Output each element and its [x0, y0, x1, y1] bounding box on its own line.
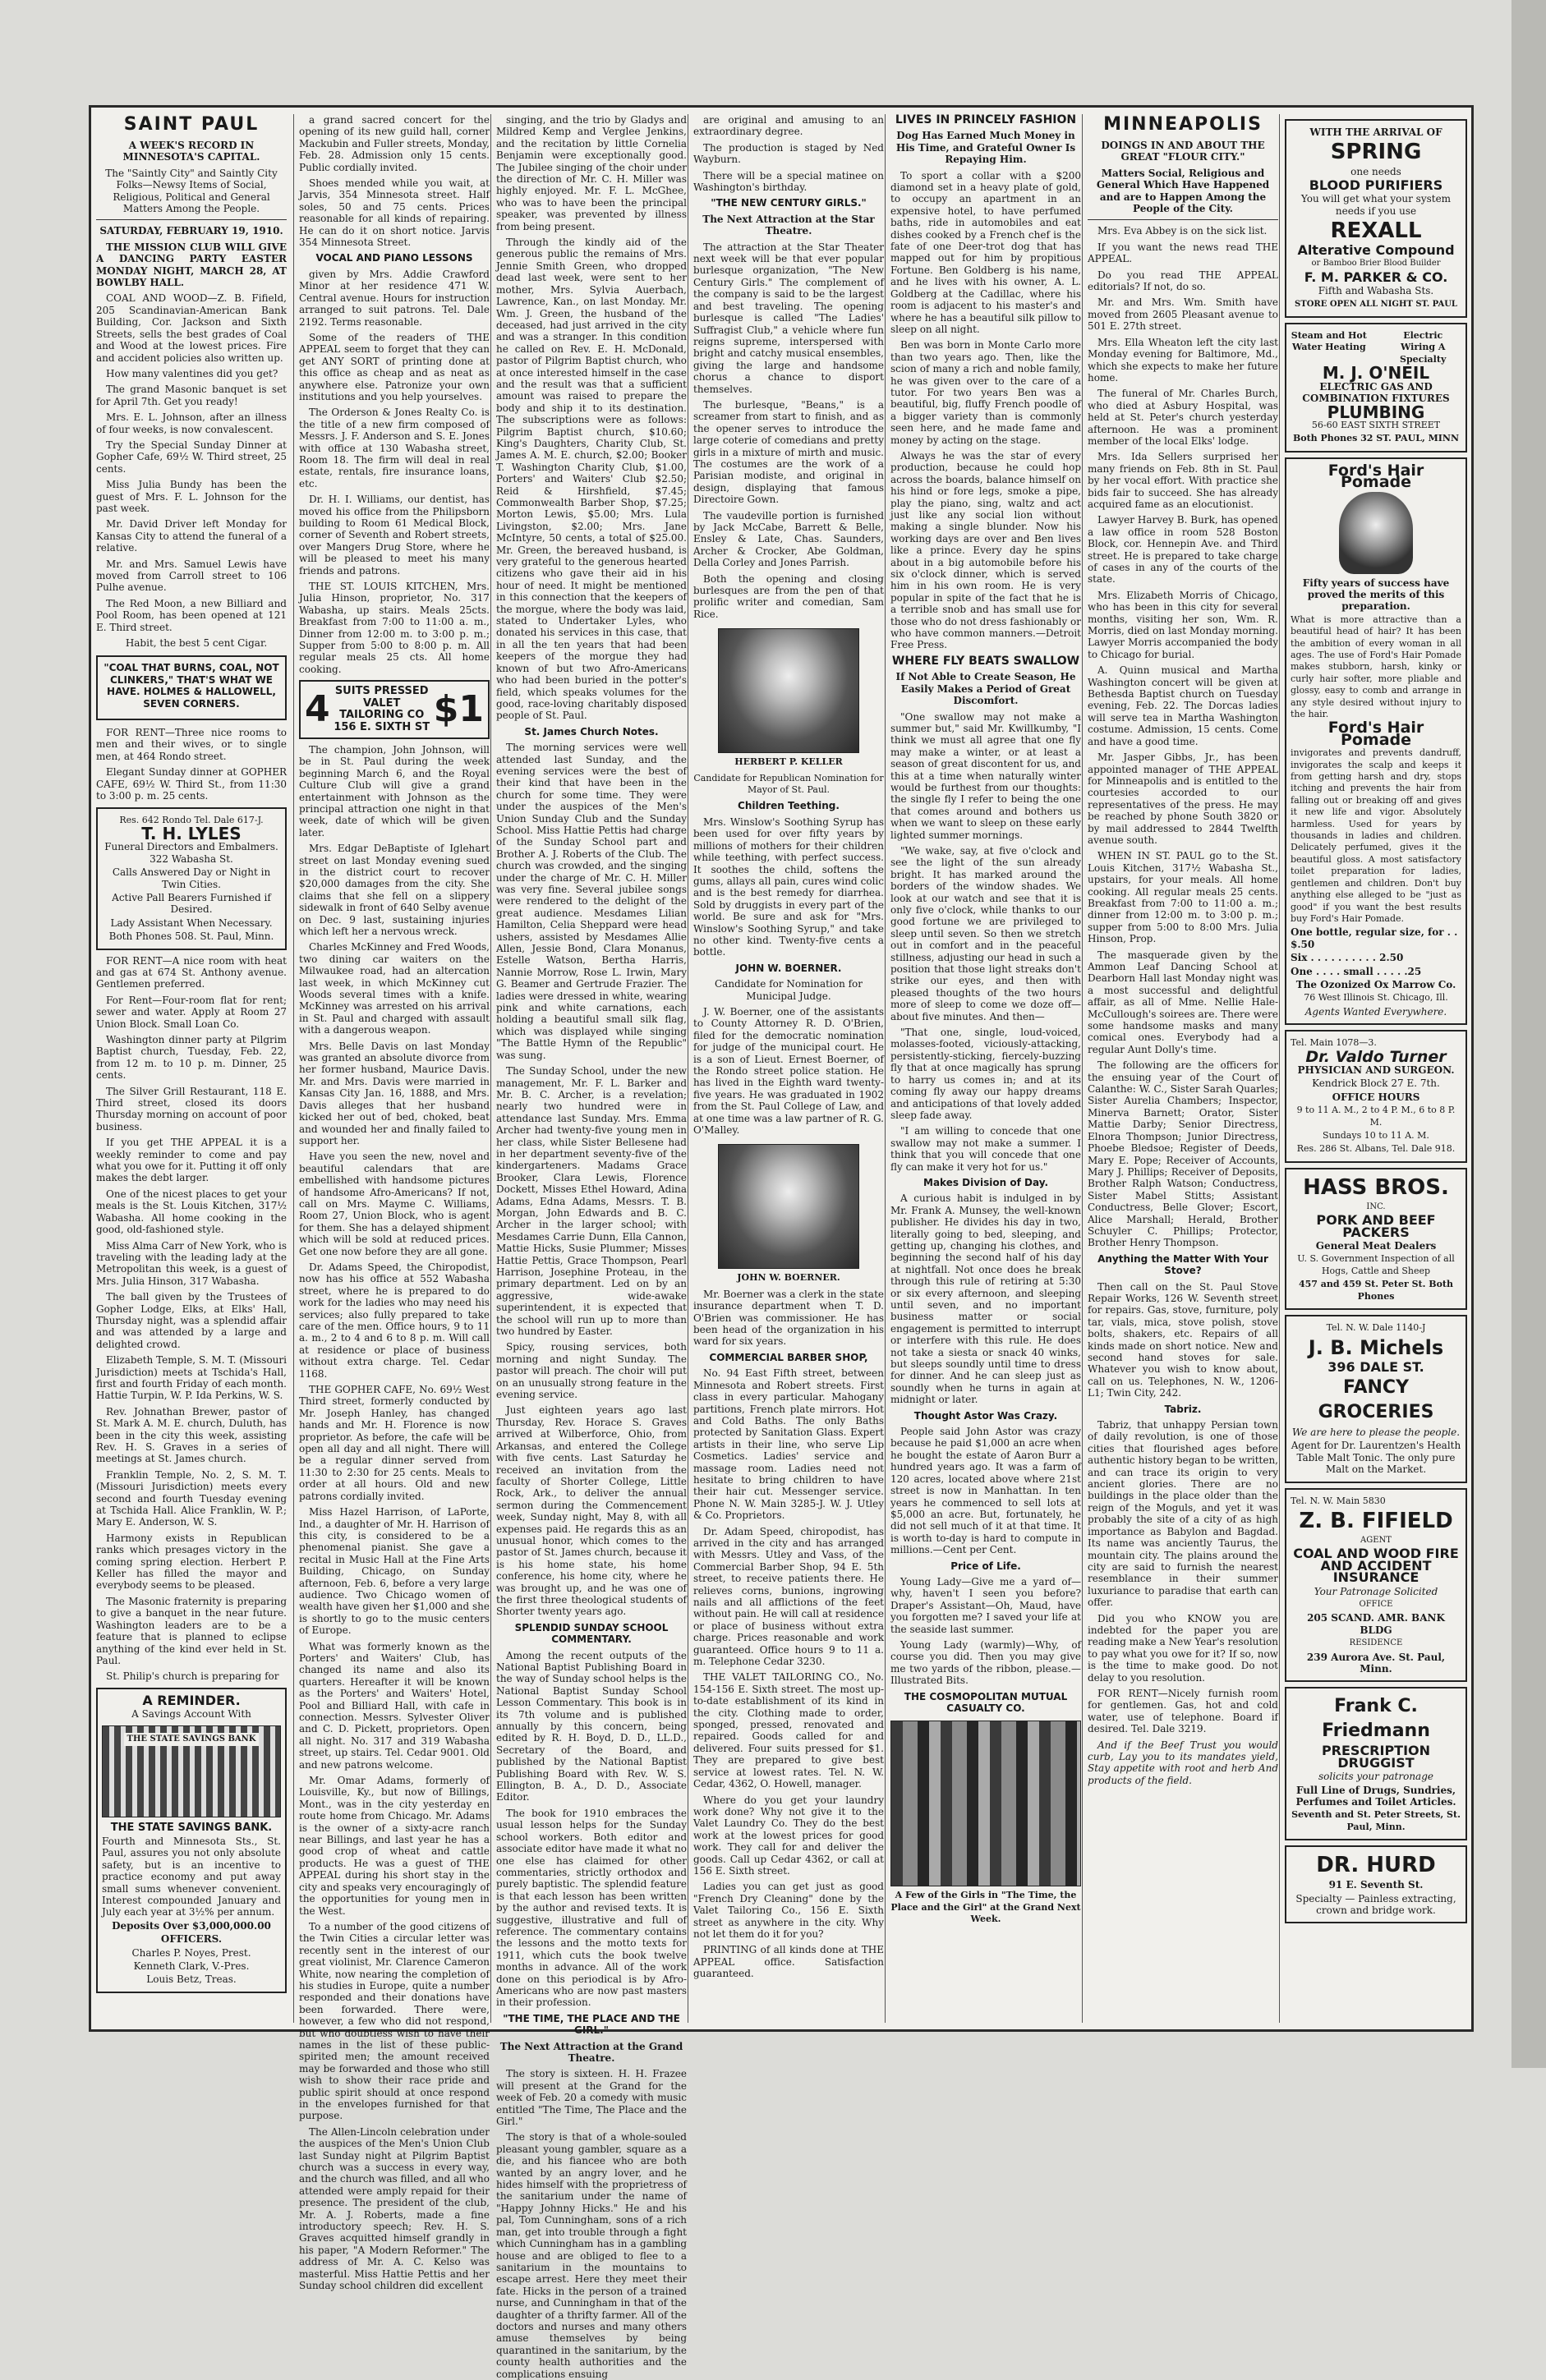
- news-item: "That one, single, loud-voiced, molasses-footed, viciously-attacking, persistently-sticking, fiercely-buzzing fly that at once magically has sprung to harry us comes in; and at its coming fly away our happy dreams and anticipations of that lovely added sleep fade away.: [890, 1027, 1081, 1121]
- news-item: Both the opening and closing burlesques are from the pen of that prolific writer and comedian, Sam Rice.: [693, 572, 884, 620]
- coal-ad-text: "COAL THAT BURNS, COAL, NOT CLINKERS," THAT'S WHAT WE HAVE. HOLMES & HALLOWELL, SEVEN CORNERS.: [104, 662, 279, 710]
- section-intro: Matters Social, Religious and General Which Have Happened and are to Happen Among the People of the City.: [1096, 167, 1270, 215]
- hass-line: General Meat Dealers: [1315, 1240, 1437, 1252]
- news-item: THE MISSION CLUB WILL GIVE A DANCING PARTY EASTER MONDAY NIGHT, MARCH 28, AT BOWLBY HALL.: [96, 241, 287, 289]
- column-2: [293, 114, 490, 2292]
- news-item: Some of the readers of THE APPEAL seem to forget that they can get ANY SORT of printing done at this office as cheap and as neat as anywhere else. Patronize your own institutions and you help yourselves.: [299, 331, 490, 402]
- news-item: St. Philip's church is preparing for: [106, 1670, 279, 1683]
- news-item: Mr. and Mrs. Wm. Smith have moved from 2605 Pleasant avenue to 501 E. 27th street.: [1088, 296, 1278, 333]
- item-subhead: Dog Has Earned Much Money in His Time, and Grateful Owner Is Repaying Him.: [895, 130, 1076, 166]
- news-item: "We wake, say, at five o'clock and see the light of the sun already bright. It has marked around the borders of the window shades. We look at our watch and see that it is only five o'clock, while thanks to our good fortune we are privileged to sleep until seven. So then we stretch out in comfort and in the peaceful stillness, adjusting our head in such a position that those light streaks don't strike our eyes, and then with pleased thoughts of the two hours more of sleep to come we doze off—about five minutes. And then—: [890, 844, 1081, 1022]
- michels-name: J. B. Michels: [1308, 1336, 1444, 1360]
- lyles-name: T. H. LYLES: [141, 823, 242, 843]
- news-item: The grand Masonic banquet is set for April 7th. Get you ready!: [96, 384, 287, 407]
- friedmann-line: Full Line of Drugs, Sundries, Perfumes and Toilet Articles.: [1295, 1784, 1456, 1808]
- news-item: Where do you get your laundry work done? Why not give it to the Valet Laundry Co. They do the best work at the lowest prices for good work. They call for and deliver the goods. Call up Cedar 4362, or call at 156 E. Sixth street.: [693, 1794, 884, 1877]
- ford-line: 76 West Illinois St. Chicago, Ill.: [1304, 992, 1448, 1004]
- item-subhead: The Next Attraction at the Star Theatre.: [702, 213, 875, 237]
- news-item: Ladies you can get just as good "French Dry Cleaning" done by the Valet Tailoring Co., 156 E. Sixth street as anywhere in the city. Why not let them do it for you?: [693, 1881, 884, 1940]
- news-item: Through the kindly aid of the generous public the remains of Mrs. Jennie Smith Green, who dropped dead last week, were sent to her mother, Mrs. Sylvia Auerbach, Lawrence, Kan., on last Monday. Mr. Wm. J. Green, the husband of the deceased, had just arrived in the city and was a stranger. In this condition he called on Rev. E. H. McDonald, pastor of Pilgrim Baptist church, who at once interested himself in the case and the result was that a sufficient amount was raised to prepare the body and ship it to its destination. The subscriptions were as follows: Pilgrim Baptist church, $10.60; King's Daughters, Charity Club, St. James A. M. E. church, $2.00; Booker T. Washington Charity Club, $1.00, Porters' and Waiters' Club $2.50; Reid & Hirshfield, $7.45; Commonwealth Barber Shop, $7.25; Morton Lewis, $5.00; Mrs. Lula Livingston, $2.00; Mrs. Jane McIntyre, 50 cents, a total of $25.00. Mr. Green, the bereaved husband, is very grateful to the generous hearted citizens who gave their aid in his hour of need. It might be mentioned in this connection that the keepers of the morgue, where the body was laid, stated to Undertaker Lyles, who donated his services in this case, that in all the ten years that had been keepers of the morgue they had known of but two Afro-Americans who had been buried in the potter's field, which speaks volumes for the good, race-loving charitably disposed people of St. Paul.: [496, 237, 687, 722]
- news-item: Mrs. Belle Davis on last Monday was granted an absolute divorce from her former husband, Maurice Davis. Mr. and Mrs. Davis were married in Kansas City Jan. 16, 1888, and Mrs. Davis alleges that her husband kicked her out of bed, choked, beat and wounded her and finally failed to support her.: [299, 1040, 490, 1146]
- news-item: Tabriz, that unhappy Persian town of daily revolution, is one of those cities that flourished ages before authentic history began to be written, and can trace its origin to very ancient glories. There are no buildings in the place older than the reign of the Moguls, and yet it was probably the site of a city of as high importance as Babylon and Bagdad. Its name was anciently Taurus, the mountain city. The plains around the city are said to furnish the nearest resemblance in their summer luxuriance to paradise that earth can offer.: [1088, 1419, 1278, 1609]
- rexall-line: Alterative Compound: [1297, 242, 1455, 259]
- fifield-line: Your Patronage Solicited: [1314, 1585, 1438, 1597]
- item-heading: "THE NEW CENTURY GIRLS.": [711, 197, 867, 209]
- michels-line: Agent for Dr. Laurentzen's Health Table Malt Tonic. The only pure Malt on the Market.: [1291, 1440, 1461, 1476]
- news-item: The Silver Grill Restaurant, 118 E. Third street, closed its doors Thursday morning on account of poor business.: [96, 1085, 287, 1133]
- item-subhead: Candidate for Nomination for Municipal Judge.: [714, 978, 863, 1002]
- news-item: Young Lady (warmly)—Why, of course you did. Then you may give me two yards of the ribbon, please.—Illustrated Bits.: [890, 1638, 1081, 1687]
- news-item: Spicy, rousing services, both morning and night Sunday. The pastor will preach. The choir will put on an unusually strong feature in the evening service.: [496, 1341, 687, 1401]
- news-item: Miss Julia Bundy has been the guest of Mrs. F. L. Johnson for the past week.: [96, 479, 287, 514]
- news-item: Dr. H. I. Williams, our dentist, has moved his office from the Philipsborn building to Room 61 Medical Block, corner of Seventh and Robert streets, over Mangers Drug Store, where he will be pleased to meet his many friends and patrons.: [299, 494, 490, 577]
- news-item: The burlesque, "Beans," is a screamer from start to finish, and as the opener serves to introduce the large coterie of comedians and pretty girls in a mixture of mirth and music. The costumes are the work of a Parisian modiste, and original in design, displaying that famous Directoire Gown.: [693, 398, 884, 506]
- bank-name: THE STATE SAVINGS BANK.: [110, 1821, 273, 1834]
- item-heading: SPLENDID SUNDAY SCHOOL COMMENTARY.: [514, 1621, 669, 1646]
- news-item: "I am willing to concede that one swallow may not make a summer. I think that you will concede that one fly can make it very hot for us.": [890, 1125, 1081, 1173]
- divider: [1088, 219, 1278, 220]
- news-item: Young Lady—Give me a yard of—why, haven't I seen you before? Draper's Assistant—Oh, Maud, have you forgotten me? I saved your life at the seaside last summer.: [890, 1575, 1081, 1635]
- lyles-funeral-ad: [96, 807, 287, 950]
- rexall-line: F. M. PARKER & CO.: [1304, 269, 1448, 285]
- suits-pressed: SUITS PRESSED: [334, 685, 429, 698]
- news-item: To sport a collar with a $200 diamond set in a heavy plate of gold, to occupy an apartment in an expensive hotel, to have perfumed baths, ride in automobiles and eat dishes cooked by a French chef is the fate of one Deer-trot dog that has mapped out for him by propitious Fortune. Ben Goldberg is his name, and he lives with his owner, A. L. Goldberg at the Cadillac, where his room is adjacent to his master's and where he has a beautiful silk pillow to sleep on all night.: [890, 169, 1081, 335]
- fifield-name: Z. B. FIFIELD: [1299, 1508, 1453, 1533]
- news-item: The champion, John Johnson, will be in St. Paul during the week beginning March 6, and the Royal Culture Club will give a grand entertainment with Johnson as the principal attraction one night in that week, date of which will be given later.: [299, 743, 490, 839]
- ford-title: Ford's Hair Pomade: [1327, 719, 1424, 749]
- news-item: The attraction at the Star Theater next week will be that ever popular burlesque organization, "The New Century Girls." The complement of the company is said to be the largest and best traveling. The opening burlesque is called "The Ladies' Suffragist Club," a vehicle where fun reigns supreme, interspersed with bright and catchy musical ensembles, giving the large and handsome chorus a chance to disport themselves.: [693, 241, 884, 395]
- news-item: The story is sixteen. H. H. Frazee will present at the Grand for the week of Feb. 20 a comedy with music entitled "The Time, The Place and the Girl.": [496, 2068, 687, 2128]
- news-item: The Masonic fraternity is preparing to give a banquet in the near future. Washington leaders are to be a feature that is planned to eclipse anything of the kind ever held in St. Paul.: [96, 1595, 287, 1666]
- turner-line: Kendrick Block 27 E. 7th.: [1312, 1077, 1440, 1090]
- lyles-phone: Res. 642 Rondo Tel. Dale 617-J.: [119, 814, 264, 825]
- news-item: Habit, the best 5 cent Cigar.: [125, 637, 268, 650]
- news-item: WHEN IN ST. PAUL go to the St. Louis Kitchen, 317½ Wabasha St., upstairs, for your meals. All home cooking. All regular meals 25 cents. Breakfast from 7:00 to 11:00 a. m.; dinner from 12:00 m. to 3:00 p. m.; supper from 5:00 to 8:00 Mrs. Julia Hinson, Prop.: [1088, 850, 1278, 945]
- fifield-line: COAL AND WOOD FIRE AND ACCIDENT INSURANCE: [1293, 1546, 1459, 1586]
- news-item: Always he was the star of every production, because he could hop across the boards, balance himself on his hind or fore legs, smoke a pipe, play the piano, sing, waltz and act just like any social lion without making a single blunder. Now his working days are over and Ben lives like a prince. Every day he spins about in a big automobile before his six o'clock dinner, which is served him in his own room. He is very popular in spite of the fact that he is a terrible snob and has small use for those who do not dress fashionably or who have common manners.—Detroit Free Press.: [890, 449, 1081, 651]
- news-item: And if the Beef Trust you would curb, Lay you to its mandates yield, Stay appetite with root and herb And products of the field.: [1088, 1739, 1278, 1786]
- bank-deposits: Deposits Over $3,000,000.00: [112, 1919, 271, 1932]
- news-item: Mrs. Elizabeth Morris of Chicago, who has been in this city for several months, visiting her son, Wm. R. Morris, died on last Monday morning. Lawyer Morris accompanied the body to Chicago for burial.: [1088, 589, 1278, 660]
- page-edge-shadow: [1511, 0, 1546, 2068]
- bank-officer: Kenneth Clark, V.-Pres.: [133, 1960, 250, 1972]
- news-item: Mr. Jasper Gibbs, Jr., has been appointed manager of THE APPEAL for Minneapolis and is entitled to the courtesies accorded to our representatives of the press. He may be reached by phone South 3820 or by mail addressed to 2844 Twelfth avenue south.: [1088, 751, 1278, 846]
- turner-line: Sundays 10 to 11 A. M.: [1323, 1130, 1429, 1141]
- news-item: Then call on the St. Paul Stove Repair Works, 126 W. Seventh street for repairs. Gas, stove, furniture, poly tar, vials, mica, stove polish, stove bolts, shakers, etc. Repairs of all kinds made on short notice. New and second hand stoves for sale. Whatever you wish to know about, call on us. Telephones, N. W., 1206-L1; Twin City, 242.: [1088, 1280, 1278, 1399]
- rexall-brand: REXALL: [1330, 218, 1422, 244]
- news-item: Miss Alma Carr of New York, who is traveling with the leading lady at the Metropolitan this week, is a guest of Mrs. Julia Hinson, 317 Wabasha.: [96, 1239, 287, 1287]
- news-item: People said John Astor was crazy because he paid $1,000 an acre when he bought the estate of Aaron Burr a hundred years ago. It was a farm of 120 acres, located above where 21st street is now in Manhattan. In ten years he commenced to sell lots at $5,000 an acre. But, fortunately, he did not sell much of it at that time. It is worth to-day is hard to compute in millions.—Cent per Cent.: [890, 1426, 1081, 1556]
- item-heading: Thought Astor Was Crazy.: [913, 1409, 1058, 1422]
- friedmann-line: PRESCRIPTION DRUGGIST: [1321, 1743, 1431, 1771]
- valet-tailoring-ad: [299, 680, 490, 739]
- suits-price: $1: [433, 688, 484, 731]
- item-heading: Anything the Matter With Your Stove?: [1097, 1252, 1268, 1277]
- news-item: The Red Moon, a new Billiard and Pool Room, has been opened at 121 E. Third street.: [96, 597, 287, 633]
- news-item: THE VALET TAILORING CO., No. 154-156 E. Sixth street. The most up-to-date establishment of its kind in the city. Clothing made to order, sponged, pressed, renovated and repaired. Goods called for and delivered. Four suits pressed for $1. They are prepared to give best service at lowest rates. Tel. N. W. Cedar, 4362, O. Howell, manager.: [693, 1671, 884, 1790]
- news-item: A curious habit is indulged in by Mr. Frank A. Munsey, the well-known publisher. He divides his day in two, literally going to bed, sleeping, and getting up, changing his clothes, and beginning the second half of his day at nightfall. Not once does he break through this rule of retiring at 5:30 or six every afternoon, and sleeping until seven, and no important business matter or social engagement is permitted to interrupt or interfere with this rule. He does not take a siesta or snack 40 winks, but sleeps soundly until time to dress for dinner. And he can sleep just as soundly when he turns in again at midnight or later.: [890, 1192, 1081, 1406]
- news-item: Among the recent outputs of the National Baptist Publishing Board in the way of Sunday school helps is the National Baptist Sunday School Lesson Commentary. This book is in its 7th volume and is published annually by this concern, being edited by R. H. Boyd, D. D., LL.D., Secretary of the Board, and published by the National Baptist Publishing Board with Rev. W. S. Ellington, B. A., D. D., Associate Editor.: [496, 1649, 687, 1803]
- news-item: Charles McKinney and Fred Woods, two dining car waiters on the Milwaukee road, had an altercation last week, in which McKinney cut Woods several times with a knife. McKinney was arrested on his arrival in St. Paul and charged with assault with a dangerous weapon.: [299, 941, 490, 1036]
- oneil-line: PLUMBING: [1327, 402, 1425, 422]
- coal-ad: [96, 655, 287, 720]
- item-heading: COMMERCIAL BARBER SHOP,: [709, 1351, 868, 1363]
- oneil-name: M. J. O'NEIL: [1322, 363, 1430, 384]
- news-item: If you want the news read THE APPEAL.: [1088, 241, 1278, 265]
- news-item: THE ST. LOUIS KITCHEN, Mrs. Julia Hinson, proprietor, No. 317 Wabasha, up stairs. Meals 25cts. Breakfast from 7:00 to 11:00 a. m., Dinner from 12:00 m. to 3:00 p. m.; Supper from 5:00 to 8:00 p. m. All regular meals 25 cts. All home cooking.: [299, 581, 490, 675]
- turner-name: Dr. Valdo Turner: [1305, 1047, 1447, 1066]
- bank-text: Fourth and Minnesota Sts., St. Paul, assures you not only absolute safety, but is an incentive to practice economy and put away small sums whenever convenient. Interest compounded January and July each year at 3½% per annum.: [102, 1835, 281, 1918]
- news-item: Did you who KNOW you are indebted for the paper you are reading make a New Year's resolution to pay what you owe for it? If so, now is the time to make good. Do not delay to you resolution.: [1088, 1612, 1278, 1684]
- news-item: THE GOPHER CAFE, No. 69½ West Third street, formerly conducted by Mr. Joseph Hanley, has changed hands and Mr. H. Florence is now proprietor. As before, the cafe will be open all day and all night. There will be a regular dinner served from 11:30 to 2:30 for 25 cents. Meals to order at all hours. Old and new patrons cordially invited.: [299, 1384, 490, 1502]
- bank-ad-heading: A REMINDER.: [142, 1692, 241, 1708]
- oneil-line: 56-60 EAST SIXTH STREET: [1311, 419, 1441, 430]
- news-item: The Orderson & Jones Realty Co. is the title of a new firm composed of Messrs. J. F. Anderson and S. E. Jones with office at 130 Wabasha street, Room 18. The firm will deal in real estate, rentals, fire insurance loans, etc.: [299, 407, 490, 489]
- rexall-line: WITH THE ARRIVAL OF: [1309, 126, 1442, 138]
- rexall-line: or Bamboo Brier Blood Builder: [1311, 259, 1441, 269]
- news-item: The book for 1910 embraces the usual lesson helps for the Sunday school workers. Both editor and associate editor have made it what no one else has claimed for other commentaries, strictly orthodox and purely baptistic. The splendid feature is that each lesson has been written by the author and revised texts. It is suggestive, illustrative and full of reference. The commentary contains the lessons and the motto texts for 1911, which cuts the book twelve months in advance. All of the work done on this periodical is by Afro-Americans who are now past masters in their profession.: [496, 1807, 687, 2009]
- news-item: Just eighteen years ago last Thursday, Rev. Horace S. Graves arrived at Wilberforce, Ohio, from Arkansas, and entered the College with five cents. Last Saturday he received an invitation from the faculty of Shorter College, Little Rock, Ark., to deliver the annual sermon during the Commencement week, Sunday night, May 8, with all expenses paid. He regards this as an unusual honor, which comes to the pastor of St. James church, because it is his home state, his home conference, his home city, where he was brought up, and he was one of the first three theological students of Shorter twenty years ago.: [496, 1404, 687, 1618]
- section-intro: The "Saintly City" and Saintly City Folks—Newsy Items of Social, Religious, Political and General Matters Among the People.: [105, 167, 278, 215]
- bank-sign: THE STATE SAVINGS BANK: [124, 1733, 260, 1746]
- suits-count: 4: [305, 688, 330, 731]
- photo-caption: HERBERT P. KELLER: [734, 756, 843, 768]
- oneil-line: Steam and Hot Water Heating: [1291, 330, 1367, 353]
- hass-line: 457 and 459 St. Peter St. Both Phones: [1299, 1279, 1453, 1302]
- ford-line: The Ozonized Ox Marrow Co.: [1295, 978, 1456, 990]
- news-item: No. 94 East Fifth street, between Minnesota and Robert streets. First class in every particular. Mahogany partitions, French plate mirrors. Hot and Cold Baths. The only Baths protected by Sanitation Glass. Expert artists in their line, who serve Lip Cosmetics. Ladies' service and massage room. Ladies need not hesitate to bring children to have their hair cut. Messenger service. Phone N. W. Main 3285-J. W. J. Utley & Co. Proprietors.: [693, 1367, 884, 1522]
- portrait-keller: [718, 628, 859, 753]
- turner-line: Res. 286 St. Albans, Tel. Dale 918.: [1296, 1143, 1456, 1155]
- hass-line: PORK AND BEEF PACKERS: [1316, 1212, 1436, 1240]
- valet-name: VALET TAILORING CO: [339, 696, 425, 722]
- news-item: There will be a special matinee on Washington's birthday.: [693, 169, 884, 194]
- rexall-ad: [1285, 119, 1467, 318]
- news-item: Rev. Johnathan Brewer, pastor of St. Mark A. M. E. church, Duluth, has been in the city this week, assisting Rev. H. S. Graves in a series of meetings at St. James church.: [96, 1405, 287, 1465]
- chorus-girls-photo: [890, 1721, 1081, 1886]
- friedmann-druggist-ad: [1285, 1687, 1467, 1840]
- news-item: How many valentines did you get?: [106, 367, 278, 379]
- fifield-line: AGENT: [1360, 1535, 1392, 1545]
- rexall-line: BLOOD PURIFIERS: [1309, 177, 1443, 193]
- news-item: Elizabeth Temple, S. M. T. (Missouri Jurisdiction) meets at Tschida's Hall, first and fourth Friday of each month. Hattie Turpin, W. P. Ida Perkins, W. S.: [96, 1354, 287, 1402]
- state-savings-bank-ad: [96, 1688, 287, 1993]
- news-item: Franklin Temple, No. 2, S. M. T. (Missouri Jurisdiction) meets every second and fourth Tuesday evening at Tschida Hall. Alice Franklin, W. P.; Mary E. Anderson, W. S.: [96, 1468, 287, 1528]
- news-item: Try the Special Sunday Dinner at Gopher Cafe, 69½ W. Third street, 25 cents.: [96, 439, 287, 475]
- section-heading: MINNEAPOLIS: [1103, 114, 1263, 135]
- news-item: a grand sacred concert for the opening of its new guild hall, corner Mackubin and Fuller streets, Monday, Feb. 28. Admission only 15 cents. Public cordially invited.: [299, 114, 490, 173]
- news-item: Mrs. Ida Sellers surprised her many friends on Feb. 8th in St. Paul by her vocal effort. With practice she bids fair to succeed. She has already acquired fame as an elocutionist.: [1088, 451, 1278, 510]
- friedmann-line: Seventh and St. Peter Streets, St. Paul, Minn.: [1291, 1809, 1461, 1832]
- news-item: Washington dinner party at Pilgrim Baptist church, Tuesday, Feb. 22, from 12 m. to 10 p. m. Dinner, 25 cents.: [96, 1034, 287, 1082]
- news-item: Mrs. E. L. Johnson, after an illness of four weeks, is now convalescent.: [96, 411, 287, 435]
- ford-line: Agents Wanted Everywhere.: [1304, 1005, 1447, 1018]
- item-subhead: If Not Able to Create Season, He Easily Makes a Period of Great Discomfort.: [895, 671, 1076, 707]
- news-item: The production is staged by Ned Wayburn.: [693, 141, 884, 166]
- turner-line: Tel. Main 1078—3.: [1291, 1037, 1377, 1049]
- news-item: Mrs. Eva Abbey is on the sick list.: [1097, 225, 1268, 237]
- item-heading: Tabriz.: [1164, 1403, 1202, 1415]
- news-item: For Rent—Four-room flat for rent; sewer and water. Apply at Room 27 Union Block. Small Loan Co.: [96, 994, 287, 1030]
- news-item: The Sunday School, under the new management, Mr. F. L. Barker and Mr. B. C. Archer, is a revelation; nearly two hundred were in attendance last Sunday. Mrs. Emma Archer had twenty-five young men in her class, while Sister Bellesene had in her department seventy-five of the kindergarteners. Madams Grace Brooker, Clara Lewis, Florence Dockett, Misses Ethel Howard, Adina Adams, Edna Adams, Messrs. T. B. Morgan, John Edwards and B. C. Archer in the larger school; with Mesdames Carrie Dunn, Ella Cannon, Mattie Hicks, Susie Plummer; Misses Hattie Pettis, Grace Thompson, Pearl Harrison, Josephine Proteau, in the primary department. Led on by an aggressive, wide-awake superintendent, it is expected that the school will run up to more than two hundred by Easter.: [496, 1065, 687, 1338]
- rexall-line: STORE OPEN ALL NIGHT ST. PAUL: [1295, 299, 1457, 309]
- bank-officer: Louis Betz, Treas.: [146, 1973, 237, 1986]
- lyles-line: Both Phones 508. St. Paul, Minn.: [108, 930, 274, 943]
- item-heading: VOCAL AND PIANO LESSONS: [315, 252, 473, 264]
- news-item: Dr. Adams Speed, the Chiropodist, now has his office at 552 Wabasha street, where he is prepared to do work for the ladies who may need his services; also fully prepared to take care of the men. Office hours, 9 to 11 a. m., 2 to 4 and 6 to 8 p. m. Will call at residence or place of business without extra charge. Tel. Cedar 1168.: [299, 1261, 490, 1380]
- news-item: FOR RENT—A nice room with heat and gas at 674 St. Anthony avenue. Gentlemen preferred.: [96, 954, 287, 990]
- lyles-line: Lady Assistant When Necessary.: [110, 917, 273, 929]
- michels-line: FANCY GROCERIES: [1318, 1376, 1434, 1422]
- news-item: The vaudeville portion is furnished by Jack McCabe, Barrett & Belle, Ensley & Late, Chas. Saunders, Archer & Crocker, Abe Goldman, Della Corley and Jones Parrish.: [693, 509, 884, 569]
- news-item: are original and amusing to an extraordinary degree.: [693, 114, 884, 138]
- friedmann-line: solicits your patronage: [1318, 1771, 1433, 1783]
- oneil-line: Electric Wiring A Specialty: [1400, 330, 1447, 365]
- news-item: If you get THE APPEAL it is a weekly reminder to come and pay what you owe for it. Putting it off only makes the debt larger.: [96, 1137, 287, 1184]
- hass-line: INC.: [1366, 1201, 1386, 1211]
- column-5: [885, 114, 1081, 2023]
- news-item: COAL AND WOOD—Z. B. Fifield, 205 Scandinavian-American Bank Building, Cor. Jackson and Sixth Streets, sells the best grades of Coal and Wood at the lowest prices. Fire and accident policies also written up.: [96, 292, 287, 364]
- hurd-line: 91 E. Seventh St.: [1328, 1879, 1424, 1891]
- column-3: [490, 114, 687, 2380]
- news-item: Mrs. Edgar DeBaptiste of Iglehart street on last Monday evening sued in the district court to recover $20,000 damages from the city. She claims that she fell on a slippery sidewalk in front of 640 Selby avenue on Dec. 9 last, sustaining injuries which left her a nervous wreck.: [299, 843, 490, 937]
- bank-officers: OFFICERS.: [160, 1933, 223, 1946]
- lyles-line: Funeral Directors and Embalmers. 322 Wabasha St.: [104, 841, 278, 865]
- news-item: The following are the officers for the ensuing year of the Court of Calanthe: W. C., Sister Sarah Quarles; Sister Aurelia Chambers; Inspector, Minerva Barnett; Orator, Sister Mattie Darby; Senior Directress, Elnora Thompson; Junior Directress, Phoebe Bledsoe; Register of Deeds, Mary E. Pope; Receiver of Accounts, Mary J. Phillips; Receiver of Deposits, Brother Ralph Watson; Conductress, Sister Mabel Stitts; Assistant Conductress, Belle Glover; Escort, Alice Marshall; Herald, Brother Schuyler C. Phillips; Protector, Brother Henry Thompson.: [1088, 1059, 1278, 1249]
- news-item: One of the nicest places to get your meals is the St. Louis Kitchen, 317½ Wabasha. All home cooking in the good, old-fashioned style.: [96, 1188, 287, 1236]
- hurd-line: Specialty — Painless extracting, crown and bridge work.: [1295, 1892, 1456, 1917]
- news-item: Mrs. Winslow's Soothing Syrup has been used for over fifty years by millions of mothers for their children while teething, with perfect success. It soothes the child, softens the gums, allays all pain, cures wind colic and is the best remedy for diarrhea. Sold by druggists in every part of the world. Be sure and ask for "Mrs. Winslow's Soothing Syrup," and take no other kind. Twenty-five cents a bottle.: [693, 816, 884, 958]
- bank-ad-sub: A Savings Account With: [131, 1708, 251, 1721]
- item-heading: Children Teething.: [738, 800, 840, 812]
- news-item: Lawyer Harvey B. Burk, has opened a law office in room 528 Boston Block, cor. Hennepin Ave. and Third street. He is prepared to take charge of cases in any of the courts of the state.: [1088, 514, 1278, 586]
- hass-name: HASS BROS.: [1303, 1174, 1449, 1200]
- turner-line: OFFICE HOURS: [1332, 1091, 1420, 1103]
- news-item: The ball given by the Trustees of Gopher Lodge, Elks, at Elks' Hall, Thursday night, was a splendid affair and was attended by a large and delighted crowd.: [96, 1291, 287, 1350]
- rexall-line: one needs: [1350, 166, 1401, 178]
- news-item: Mr. David Driver left Monday for Kansas City to attend the funeral of a relative.: [96, 518, 287, 554]
- item-subhead: The Next Attraction at the Grand Theatre.: [499, 2040, 683, 2064]
- dateline: SATURDAY, FEBRUARY 19, 1910.: [99, 225, 283, 237]
- news-item: The story is that of a whole-souled pleasant young gambler, square as a die, and his fiancee who are both wanted by an angry lover, and he hides himself with the proprietress of the sanitarium under the name of "Happy Johnny Hicks." He and his pal, Tom Cunningham, sons of a rich man, get into trouble through a fight which Cunningham has in a gambling house and are obliged to flee to a sanitarium in the mountains to escape arrest. Here they meet their fate. Hicks in the person of a trained nurse, and Cunningham in that of the daughter of a thrifty farmer. All of the doctors and nurses and many others amuse themselves by being quarantined in the sanitarium, by the county health authorities and the complications ensuing: [496, 2131, 687, 2380]
- photo-caption: JOHN W. BOERNER.: [737, 1272, 840, 1284]
- item-heading: JOHN W. BOERNER.: [735, 962, 842, 974]
- news-item: Elegant Sunday dinner at GOPHER CAFE, 69½ W. Third St., from 11:30 to 3:00 p. m. 25 cents.: [96, 766, 287, 802]
- news-item: singing, and the trio by Gladys and Mildred Kemp and Verglee Jenkins, and the recitation by little Cornelia Benjamin were exceptionally good. The Jubilee singing of the choir under the direction of Mr. C. H. Miller was highly enjoyed. Mr. F. L. McGhee, who was to have been the principal speaker, was prevented by illness from being present.: [496, 114, 687, 232]
- turner-line: 9 to 11 A. M., 2 to 4 P. M., 6 to 8 P. M.: [1296, 1105, 1456, 1128]
- news-item: FOR RENT—Three nice rooms to men and their wives, or to single men, at 464 Rondo street.: [96, 727, 287, 762]
- fifield-line: 205 SCAND. AMR. BANK BLDG: [1307, 1612, 1445, 1636]
- news-item: To a number of the good citizens of the Twin Cities a circular letter was recently sent in the interest of our great violinist, Mr. Clarence Cameron White, now nearing the completion of his studies in Europe, quite a number responded and their donations have been forwarded. There were, however, a few who did not respond, but who doubtless wish to have their names in the list of these public-spirited men; the amount received may be forwarded and those who still wish to show their race pride and public spirit should at once respond in the envelopes furnished for that purpose.: [299, 1920, 490, 2122]
- divider: [96, 219, 287, 220]
- item-heading: LIVES IN PRINCELY FASHION: [895, 113, 1077, 126]
- news-item: Shoes mended while you wait, at Jarvis, 354 Minnesota street. Half soles, 50 and 75 cents. Prices reasonable for all kinds of repairing. He can do it on short notice. Jarvis 354 Minnesota Street.: [299, 177, 490, 249]
- news-item: Mr. Boerner was a clerk in the state insurance department when T. D. O'Brien was commissioner. He has been head of the organization in his ward for six years.: [693, 1288, 884, 1348]
- item-heading: St. James Church Notes.: [524, 725, 659, 737]
- friedmann-name: Frank C. Friedmann: [1322, 1696, 1430, 1742]
- hurd-dentist-ad: [1285, 1845, 1467, 1923]
- michels-line: 396 DALE ST.: [1327, 1359, 1424, 1376]
- oneil-plumbing-ad: [1285, 323, 1467, 453]
- news-item: Dr. Adam Speed, chiropodist, has arrived in the city and has arranged with Messrs. Utley and Vass, of the Commercial Barber Shop, 94 E. 5th street, to receive patients there. He relieves corns, bunions, ingrowing nails and all afflictions of the feet without pain. He will call at residence or place of business without extra charge. Prices reasonable and work guaranteed. Office hours 9 to 11 a. m. Telephone Cedar 3230.: [693, 1525, 884, 1668]
- michels-line: Tel. N. W. Dale 1140-J: [1326, 1322, 1426, 1334]
- ford-title: Ford's Hair Pomade: [1327, 461, 1424, 492]
- column-4: [688, 114, 884, 2023]
- news-item: What was formerly known as the Porters' and Waiters' Club, has changed its name and also its quarters. Hereafter it will be known as the Porters' and Waiters' Hotel, Pool and Billiard Hall, with cafe in connection. Messrs. Sylvester Oliver and C. D. Pickett, proprietors. Open all night. No. 317 and 319 Wabasha street, up stairs. Tel. Cedar 9001. Old and new patrons welcome.: [299, 1640, 490, 1771]
- oneil-line: Both Phones 32 ST. PAUL, MINN: [1292, 433, 1460, 444]
- news-item: Mr. and Mrs. Samuel Lewis have moved from Carroll street to 106 Pulhe avenue.: [96, 558, 287, 594]
- column-minneapolis: [1082, 114, 1278, 2023]
- news-item: Do you read THE APPEAL editorials? If not, do so.: [1088, 269, 1278, 293]
- section-heading: SAINT PAUL: [123, 114, 260, 135]
- michels-line: We are here to please the people.: [1291, 1426, 1461, 1438]
- ford-price: Six . . . . . . . . . . 2.50: [1291, 952, 1404, 964]
- bank-building-illustration: [102, 1725, 281, 1817]
- news-item: PRINTING of all kinds done at THE APPEAL office. Satisfaction guaranteed.: [693, 1944, 884, 1980]
- portrait-boerner: [718, 1144, 859, 1269]
- oneil-line: ELECTRIC GAS AND COMBINATION FIXTURES: [1302, 380, 1450, 405]
- item-heading: THE COSMOPOLITAN MUTUAL CASUALTY CO.: [904, 1690, 1068, 1714]
- news-item: A. Quinn musical and Martha Washington concert will be given at Bethesda Baptist church on Tuesday evening, Feb. 22. The Dorcas ladies will serve tea in Martha Washington costume. Admission, 15 cents. Come and have a good time.: [1088, 664, 1278, 747]
- fifield-line: 239 Aurora Ave. St. Paul, Minn.: [1306, 1651, 1446, 1675]
- photo-caption-sub: Candidate for Republican Nomination for Mayor of St. Paul.: [693, 772, 884, 796]
- woman-portrait-illustration: [1339, 492, 1413, 574]
- hass-bros-ad: [1285, 1168, 1467, 1310]
- rexall-spring: SPRING: [1330, 140, 1422, 165]
- bank-officer: Charles P. Noyes, Prest.: [131, 1946, 251, 1959]
- column-advertisements: [1279, 114, 1467, 2023]
- news-item: Harmony exists in Republican ranks which presages victory in the coming spring election. Herbert P. Keller has filled the mayor and everybody seems to be pleased.: [96, 1532, 287, 1592]
- section-subhead: DOINGS IN AND ABOUT THE GREAT "FLOUR CITY.": [1101, 140, 1265, 163]
- item-heading: Price of Life.: [950, 1560, 1021, 1572]
- news-item: Ben was born in Monte Carlo more than two years ago. Then, like the scion of many a rich and noble family, he was given over to the care of a tutor. For two years Ben was a beautiful, big, fluffy French poodle of a bigger variety than is commonly seen here, and he made fame and money by acting on the stage.: [890, 339, 1081, 446]
- news-item: Miss Hazel Harrison, of LaPorte, Ind., a daughter of Mr. H. Harrison of this city, is considered to be a phenomenal pianist. She gave a recital in Music Hall at the Fine Arts Building, Chicago, on Sunday afternoon, Feb. 6, before a very large audience. Two Chicago women of wealth have given her $1,000 and she is shortly to go to the music centers of Europe.: [299, 1506, 490, 1637]
- news-item: The morning services were well attended last Sunday, and the evening services were the best of their kind that have been in the church for some time. They were under the auspices of the Men's Union Sunday Club and the Sunday School. Miss Hattie Pettis had charge of the Sunday School part and Brother A. J. Roberts of the Club. The church was crowded, and the singing under the charge of Mr. C. H. Miller was very fine. Several jubilee songs were rendered to the delight of the great audience. Mesdames Lilian Hamilton, Celia Sheppard were head ushers, assisted by Mesdames Allie Allen, Jessie Bond, Clara Monanus, Estelle Watson, Bertha Harris, Nannie Morrow, Rose L. Irwin, Mary G. Beamer and Gertrude Frazier. The ladies were dressed in white, wearing pink and white carnations, each holding a beautiful small silk flag, which was displayed while singing "The Battle Hymn of the Republic" was sung.: [496, 742, 687, 1061]
- news-item: The Allen-Lincoln celebration under the auspices of the Men's Union Club last Sunday night at Pilgrim Baptist church was a success in every way, and the church was filled, and all who attended were amply repaid for their presence. The president of the club, Mr. A. J. Roberts, made a fine introductory speech; Rev. H. S. Graves acquitted himself grandly in his paper, "A Modern Reformer." The address of Mr. A. C. Kelso was masterful. Miss Hattie Pettis and her Sunday school children did excellent: [299, 2125, 490, 2292]
- ford-line: invigorates and prevents dandruff, invigorates the scalp and keeps it from getting harsh and dry, stops itching and prevents the hair from falling out or breaking off and gives it new life and vigor. Absolutely harmless. Used for years by thousands in ladies and children. Delicately perfumed, gives it the beautiful gloss. A most satisfactory toilet preparation for ladies, gentlemen and children. Don't buy anything else alleged to be "just as good" if you want the best results buy Ford's Hair Pomade.: [1291, 747, 1461, 924]
- news-item: FOR RENT—Nicely furnish room for gentlemen. Gas, hot and cold water, use of telephone. Board if desired. Tel. Dale 3219.: [1088, 1687, 1278, 1735]
- fifield-line: RESIDENCE: [1349, 1638, 1403, 1648]
- ford-line: Fifty years of success have proved the merits of this preparation.: [1302, 577, 1450, 613]
- fifield-line: OFFICE: [1359, 1599, 1393, 1609]
- news-item: The masquerade given by the Ammon Leaf Dancing School at Dearborn Hall last Monday night was a most successful and delightful affair, as all of Mme. Nellie Hale-McCullough's soirees are. There were some handsome masks and many comical ones. Everybody had a regular Aunt Dolly's time.: [1088, 949, 1278, 1055]
- fifield-insurance-ad: [1285, 1488, 1467, 1683]
- lyles-line: Calls Answered Day or Night in Twin Cities.: [112, 866, 271, 890]
- fifield-line: Tel. N. W. Main 5830: [1291, 1495, 1386, 1506]
- news-item: Mr. Omar Adams, formerly of Louisville, Ky., but now of Billings, Mont., was in the city yesterday en route home from Chicago. Mr. Adams is the owner of a sixty-acre ranch near Billings, and last year he has a good crop of wheat and cattle products. He was a guest of THE APPEAL during his short stay in the city and speaks very encouragingly of the opportunities for young men in the West.: [299, 1775, 490, 1917]
- valet-address: 156 E. SIXTH ST: [334, 720, 430, 733]
- turner-physician-ad: [1285, 1030, 1467, 1163]
- column-saint-paul: [96, 114, 287, 2023]
- lyles-line: Active Pall Bearers Furnished if Desired.: [112, 891, 271, 916]
- item-heading: WHERE FLY BEATS SWALLOW: [891, 654, 1080, 668]
- turner-line: PHYSICIAN AND SURGEON.: [1297, 1064, 1455, 1076]
- news-item: Mrs. Ella Wheaton left the city last Monday evening for Baltimore, Md., which she expects to make her future home.: [1088, 336, 1278, 384]
- news-item: J. W. Boerner, one of the assistants to County Attorney R. D. O'Brien, filed for the democratic nomination for judge of the municipal court. He is a son of Lieut. Ernest Boerner, of the Rondo street police station. He has lived in the Eighth ward twenty-five years. He was graduated in 1902 from the St. Paul College of Law, and at one time was a law partner of R. G. O'Malley.: [693, 1005, 884, 1137]
- rexall-line: You will get what your system needs if you use: [1300, 193, 1452, 217]
- fords-hair-pomade-ad: [1285, 457, 1467, 1025]
- hurd-name: DR. HURD: [1316, 1853, 1436, 1878]
- item-heading: "THE TIME, THE PLACE AND THE GIRL.": [503, 2012, 680, 2037]
- newspaper-page: [89, 105, 1474, 2380]
- michels-grocery-ad: [1285, 1315, 1467, 1482]
- hass-line: U. S. Government Inspection of all Hogs, Cattle and Sheep: [1297, 1253, 1455, 1276]
- rexall-line: Fifth and Wabasha Sts.: [1318, 285, 1434, 297]
- photo-caption: A Few of the Girls in "The Time, the Place and the Girl" at the Grand Next Week.: [890, 1890, 1081, 1925]
- item-heading: Makes Division of Day.: [923, 1176, 1048, 1188]
- news-item: "One swallow may not make a summer but," said Mr. Kwillkumby, "I think we must all agree that one fly may make a winter, or at least a season of great discontent for us, and this at a time when naturally winter would be furthest from our thoughts: the single fly I refer to being the one that comes around and bothers us when we want to sleep on these early lighted summer mornings.: [890, 710, 1081, 841]
- ford-line: What is more attractive than a beautiful head of hair? It has been the ambition of every woman in all ages. The use of Ford's Hair Pomade makes stubborn, harsh, kinky or curly hair softer, more pliable and glossy, easy to comb and arrange in any style desired without injury to the hair.: [1291, 613, 1461, 719]
- section-subhead: A WEEK'S RECORD IN MINNESOTA'S CAPITAL.: [122, 140, 260, 163]
- news-item: Have you seen the new, novel and beautiful calendars that are embellished with handsome pictures of handsome Afro-Americans? If not, call on Mrs. Mayme C. Williams, Room 27, Union Block, who is agent for them. She has a delayed shipment which will be sold at reduced prices. Get one now before they are all gone.: [299, 1151, 490, 1257]
- news-item: The funeral of Mr. Charles Burch, who died at Asbury Hospital, was held at St. Peter's church yesterday afternoon. He was a prominent member of the local Elks' lodge.: [1088, 388, 1278, 447]
- ford-price: One bottle, regular size, for . . $.50: [1291, 926, 1458, 950]
- news-item: given by Mrs. Addie Crawford Minor at her residence 471 W. Central avenue. Hours for instruction arranged to suit patrons. Tel. Dale 2192. Terms reasonable.: [299, 268, 490, 328]
- ford-price: One . . . . small . . . . .25: [1291, 965, 1422, 977]
